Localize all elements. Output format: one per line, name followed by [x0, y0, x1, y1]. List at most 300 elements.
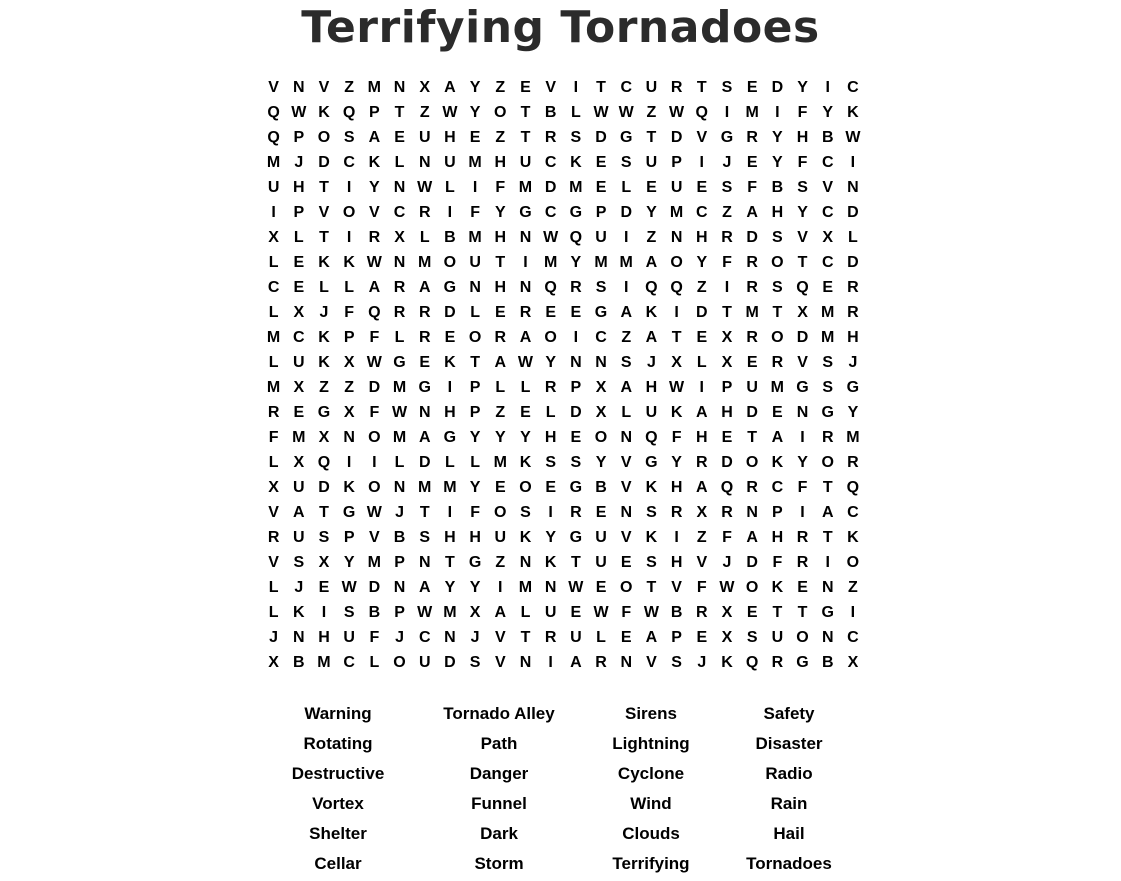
grid-letter: I [523, 254, 528, 271]
grid-letter: H [721, 404, 733, 421]
grid-letter: H [444, 129, 456, 146]
grid-letter: B [444, 229, 456, 246]
word-list-item: Rotating [303, 734, 373, 753]
grid-letter: U [670, 179, 683, 196]
grid-letter: L [545, 404, 556, 421]
grid-letter: V [620, 454, 632, 471]
grid-letter: R [746, 129, 758, 146]
grid-letter: M [367, 79, 381, 96]
grid-letter: R [570, 504, 582, 521]
grid-letter: W [291, 104, 307, 121]
grid-letter: Q [670, 279, 683, 296]
grid-letter: Q [645, 279, 658, 296]
grid-letter: O [544, 329, 557, 346]
grid-letter: I [623, 279, 629, 296]
grid-letter: W [417, 179, 433, 196]
grid-letter: Z [344, 379, 355, 396]
grid-letter: X [268, 479, 279, 496]
grid-letter: P [293, 129, 305, 146]
grid-letter: R [544, 629, 557, 646]
grid-letter: W [593, 604, 609, 621]
grid-letter: Q [695, 104, 708, 121]
grid-letter: F [369, 329, 380, 346]
grid-letter: D [318, 479, 330, 496]
word-list-item: Cellar [314, 854, 362, 873]
grid-letter: K [847, 529, 859, 546]
grid-letter: R [418, 204, 431, 221]
grid-letter: U [444, 154, 456, 171]
grid-letter: S [293, 554, 305, 571]
grid-letter: T [394, 104, 405, 121]
grid-letter: N [620, 654, 632, 671]
grid-letter: Q [745, 654, 759, 671]
grid-letter: B [771, 179, 784, 196]
grid-letter: N [670, 229, 683, 246]
grid-letter: R [847, 304, 859, 321]
grid-letter: L [445, 454, 455, 471]
grid-letter: K [771, 579, 784, 596]
grid-letter: P [343, 529, 355, 546]
grid-row [261, 650, 866, 675]
grid-letter: T [319, 504, 329, 521]
grid-letter: N [393, 179, 406, 196]
grid-letter: U [343, 629, 355, 646]
grid-row [261, 100, 866, 125]
grid-letter: S [746, 629, 758, 646]
grid-letter: F [369, 404, 380, 421]
grid-letter: W [593, 104, 609, 121]
grid-letter: N [418, 154, 431, 171]
grid-letter: V [268, 554, 279, 571]
grid-letter: S [797, 179, 808, 196]
grid-letter: K [771, 454, 784, 471]
grid-letter: W [618, 104, 634, 121]
grid-letter: H [771, 204, 784, 221]
grid-letter: I [825, 554, 830, 571]
grid-letter: X [268, 229, 279, 246]
grid-letter: N [293, 79, 305, 96]
grid-letter: S [772, 279, 783, 296]
grid-letter: Y [494, 204, 506, 221]
grid-letter: F [797, 154, 808, 171]
grid-letter: A [368, 129, 381, 146]
grid-row [261, 450, 866, 475]
grid-letter: Y [646, 204, 657, 221]
grid-letter: F [268, 429, 279, 446]
grid-letter: E [595, 504, 607, 521]
grid-letter: K [368, 154, 381, 171]
grid-letter: C [418, 629, 431, 646]
grid-letter: Q [342, 104, 356, 121]
grid-letter: M [518, 179, 533, 196]
grid-letter: Z [848, 579, 858, 596]
grid-letter: R [746, 254, 758, 271]
grid-letter: E [646, 179, 657, 196]
grid-letter: M [292, 429, 306, 446]
grid-letter: M [392, 429, 407, 446]
grid-letter: E [570, 304, 582, 321]
grid-letter: M [266, 379, 281, 396]
grid-letter: I [548, 504, 553, 521]
grid-letter: M [594, 254, 608, 271]
grid-letter: E [570, 429, 582, 446]
grid-letter: L [696, 354, 707, 371]
grid-letter: Y [772, 154, 783, 171]
grid-letter: D [444, 304, 456, 321]
grid-letter: U [595, 554, 607, 571]
grid-letter: A [570, 654, 582, 671]
grid-letter: G [619, 129, 633, 146]
grid-letter: W [669, 379, 685, 396]
grid-letter: M [443, 604, 457, 621]
grid-row [261, 250, 866, 275]
grid-letter: X [721, 354, 733, 371]
grid-letter: A [771, 429, 784, 446]
grid-letter: K [318, 104, 330, 121]
grid-letter: X [822, 229, 834, 246]
grid-letter: W [417, 604, 433, 621]
grid-letter: Y [570, 254, 582, 271]
grid-letter: E [595, 579, 607, 596]
grid-letter: M [392, 379, 407, 396]
grid-letter: H [544, 429, 557, 446]
grid-row [261, 475, 866, 500]
grid-letter: L [319, 279, 329, 296]
grid-letter: D [595, 129, 607, 146]
grid-letter: P [469, 379, 481, 396]
grid-letter: E [520, 404, 531, 421]
grid-letter: A [620, 304, 632, 321]
grid-letter: F [722, 254, 732, 271]
grid-letter: U [771, 629, 784, 646]
grid-row [261, 525, 866, 550]
word-list-item: Cyclone [617, 764, 685, 783]
grid-letter: I [699, 379, 704, 396]
grid-letter: E [595, 179, 607, 196]
grid-letter: M [266, 329, 281, 346]
grid-letter: B [670, 604, 683, 621]
grid-letter: E [293, 254, 305, 271]
grid-letter: V [671, 579, 682, 596]
grid-letter: X [268, 654, 279, 671]
grid-letter: R [393, 304, 406, 321]
grid-letter: O [594, 429, 608, 446]
grid-letter: G [720, 129, 734, 146]
grid-letter: B [595, 479, 607, 496]
grid-letter: R [696, 454, 708, 471]
grid-letter: N [620, 429, 632, 446]
grid-letter: L [848, 229, 858, 246]
grid-letter: W [517, 354, 534, 371]
grid-letter: H [696, 429, 708, 446]
grid-letter: L [268, 304, 279, 321]
grid-letter: H [444, 404, 456, 421]
grid-letter: M [468, 154, 482, 171]
grid-letter: H [796, 129, 809, 146]
grid-letter: E [721, 429, 733, 446]
grid-letter: G [569, 529, 583, 546]
grid-letter: X [293, 304, 305, 321]
grid-letter: G [821, 404, 834, 421]
grid-letter: T [319, 229, 329, 246]
grid-letter: T [797, 604, 808, 621]
grid-letter: E [746, 354, 758, 371]
grid-letter: R [847, 454, 859, 471]
grid-letter: R [771, 654, 784, 671]
grid-letter: E [797, 579, 808, 596]
grid-letter: E [822, 279, 834, 296]
grid-letter: I [674, 304, 679, 321]
word-list-item: Disaster [755, 734, 823, 753]
grid-letter: Q [645, 429, 658, 446]
grid-letter: V [318, 204, 330, 221]
grid-letter: S [343, 129, 355, 146]
grid-letter: K [444, 354, 456, 371]
grid-letter: H [771, 529, 784, 546]
grid-letter: R [519, 304, 532, 321]
grid-letter: L [470, 454, 480, 471]
grid-letter: T [772, 604, 783, 621]
grid-letter: R [847, 279, 859, 296]
grid-letter: C [620, 79, 632, 96]
grid-letter: E [696, 629, 708, 646]
grid-letter: C [821, 254, 834, 271]
grid-letter: F [797, 104, 808, 121]
grid-letter: S [721, 79, 733, 96]
grid-letter: I [498, 579, 503, 596]
grid-letter: J [646, 354, 656, 371]
grid-letter: R [670, 79, 683, 96]
grid-letter: G [443, 279, 457, 296]
grid-letter: L [369, 654, 380, 671]
grid-letter: E [494, 304, 506, 321]
grid-letter: I [775, 104, 780, 121]
grid-letter: D [746, 229, 758, 246]
grid-letter: T [419, 504, 430, 521]
grid-letter: I [321, 604, 327, 621]
word-list-item: Vortex [312, 794, 364, 813]
grid-letter: C [821, 204, 834, 221]
page-title: Terrifying Tornadoes [301, 2, 820, 53]
grid-letter: Y [772, 129, 783, 146]
grid-letter: A [746, 529, 758, 546]
grid-letter: N [519, 229, 532, 246]
grid-row [261, 625, 866, 650]
grid-letter: P [369, 104, 380, 121]
letter-grid [261, 75, 866, 675]
grid-letter: E [444, 329, 456, 346]
grid-letter: T [319, 179, 329, 196]
word-list-item: Dark [480, 824, 518, 843]
grid-letter: X [419, 79, 431, 96]
grid-letter: O [368, 429, 381, 446]
grid-letter: E [570, 604, 582, 621]
grid-letter: N [343, 429, 355, 446]
grid-letter: P [394, 604, 405, 621]
grid-letter: Z [495, 554, 506, 571]
word-list-item: Sirens [625, 704, 677, 723]
grid-letter: F [797, 479, 808, 496]
grid-letter: G [418, 379, 431, 396]
grid-letter: X [797, 304, 808, 321]
grid-letter: D [721, 454, 733, 471]
grid-letter: L [268, 454, 279, 471]
grid-letter: L [344, 279, 355, 296]
grid-letter: A [696, 479, 708, 496]
grid-letter: I [850, 604, 856, 621]
grid-letter: C [544, 154, 557, 171]
grid-letter: S [419, 529, 431, 546]
grid-row [261, 500, 866, 525]
grid-letter: L [621, 179, 632, 196]
grid-letter: D [746, 404, 758, 421]
grid-letter: E [494, 479, 506, 496]
grid-letter: P [469, 404, 481, 421]
grid-letter: U [570, 629, 582, 646]
grid-letter: L [520, 379, 531, 396]
grid-letter: L [394, 329, 405, 346]
grid-letter: H [318, 629, 330, 646]
grid-letter: S [721, 179, 733, 196]
grid-letter: J [848, 354, 858, 371]
grid-row [261, 425, 866, 450]
grid-letter: Y [444, 579, 456, 596]
grid-letter: F [696, 579, 707, 596]
grid-row [261, 150, 866, 175]
grid-letter: O [494, 104, 507, 121]
grid-letter: V [318, 79, 330, 96]
grid-letter: F [369, 629, 380, 646]
grid-letter: P [293, 204, 305, 221]
grid-row [261, 125, 866, 150]
grid-letter: Y [520, 429, 531, 446]
grid-letter: Q [846, 479, 860, 496]
grid-row [261, 375, 866, 400]
grid-letter: M [418, 254, 432, 271]
grid-letter: G [393, 354, 406, 371]
grid-letter: V [494, 629, 506, 646]
grid-letter: V [797, 229, 808, 246]
grid-letter: D [796, 329, 809, 346]
grid-letter: X [595, 379, 607, 396]
grid-letter: V [369, 529, 380, 546]
grid-letter: S [595, 279, 607, 296]
grid-letter: O [519, 479, 532, 496]
grid-letter: O [342, 204, 356, 221]
grid-letter: K [318, 254, 330, 271]
grid-letter: R [595, 654, 607, 671]
grid-letter: N [393, 79, 406, 96]
grid-letter: M [569, 179, 583, 196]
grid-letter: D [620, 204, 632, 221]
grid-letter: D [847, 204, 859, 221]
word-list-item: Tornadoes [746, 854, 832, 873]
grid-letter: A [494, 354, 507, 371]
grid-letter: T [747, 429, 758, 446]
grid-letter: F [344, 304, 355, 321]
grid-letter: G [342, 504, 356, 521]
grid-letter: K [670, 404, 683, 421]
grid-letter: A [746, 204, 758, 221]
grid-letter: A [645, 629, 658, 646]
grid-letter: J [395, 504, 404, 521]
grid-letter: X [318, 554, 330, 571]
grid-letter: I [623, 229, 629, 246]
grid-letter: Y [822, 104, 834, 121]
grid-letter: N [595, 354, 607, 371]
grid-letter: I [674, 529, 679, 546]
grid-letter: V [620, 479, 632, 496]
grid-letter: X [721, 604, 733, 621]
grid-letter: C [267, 279, 280, 296]
grid-letter: R [570, 279, 582, 296]
word-list-item: Lightning [612, 734, 690, 753]
grid-letter: A [620, 379, 632, 396]
grid-letter: O [317, 129, 331, 146]
grid-letter: G [443, 429, 457, 446]
grid-letter: R [796, 554, 809, 571]
grid-letter: T [696, 79, 707, 96]
grid-letter: W [366, 254, 382, 271]
grid-letter: N [393, 579, 406, 596]
grid-row [261, 550, 866, 575]
grid-letter: A [821, 504, 834, 521]
grid-letter: I [548, 654, 553, 671]
grid-letter: O [468, 329, 482, 346]
grid-letter: S [318, 529, 330, 546]
grid-letter: I [472, 179, 478, 196]
grid-letter: D [318, 154, 330, 171]
grid-letter: U [544, 604, 557, 621]
grid-letter: E [620, 629, 632, 646]
grid-letter: Y [469, 579, 481, 596]
grid-letter: P [721, 379, 733, 396]
grid-letter: W [845, 129, 861, 146]
grid-letter: H [670, 554, 683, 571]
grid-letter: Z [621, 329, 632, 346]
grid-letter: T [470, 354, 480, 371]
grid-letter: J [697, 654, 707, 671]
grid-letter: T [822, 529, 833, 546]
grid-letter: C [343, 654, 355, 671]
grid-letter: O [846, 554, 860, 571]
grid-letter: A [293, 504, 305, 521]
grid-letter: Z [495, 404, 506, 421]
grid-letter: R [746, 329, 758, 346]
grid-letter: X [293, 454, 305, 471]
grid-letter: U [519, 154, 532, 171]
grid-letter: N [469, 279, 481, 296]
grid-letter: Y [797, 204, 808, 221]
grid-letter: A [645, 329, 658, 346]
grid-letter: R [267, 529, 280, 546]
grid-letter: G [468, 554, 482, 571]
grid-letter: Z [722, 204, 732, 221]
grid-letter: L [470, 304, 480, 321]
grid-letter: S [343, 604, 355, 621]
grid-row [261, 200, 866, 225]
grid-letter: T [822, 479, 833, 496]
word-list-item: Path [480, 734, 518, 753]
grid-letter: E [545, 479, 556, 496]
grid-letter: R [746, 479, 758, 496]
grid-letter: B [293, 654, 305, 671]
grid-letter: T [495, 254, 506, 271]
grid-letter: C [393, 204, 406, 221]
grid-letter: C [595, 329, 607, 346]
grid-letter: H [494, 279, 507, 296]
grid-letter: E [620, 554, 632, 571]
